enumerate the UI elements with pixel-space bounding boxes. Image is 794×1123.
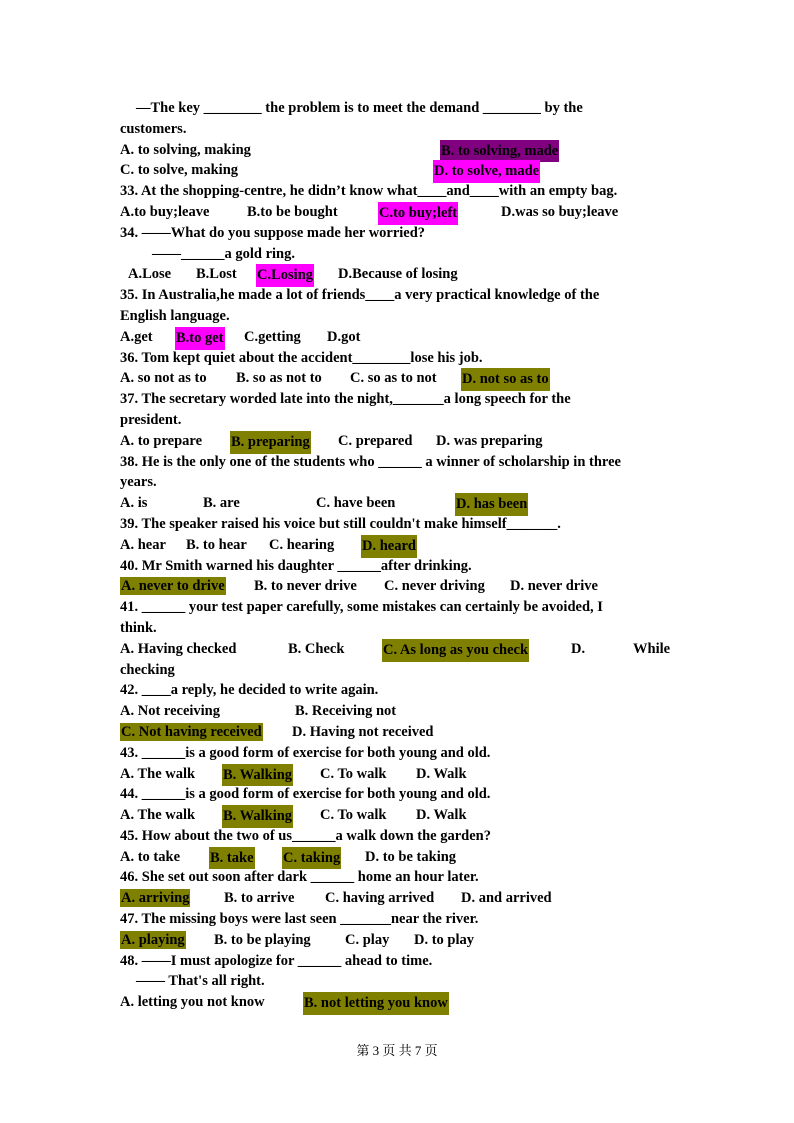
page-footer: 第 3 页 共 7 页 <box>356 1043 438 1058</box>
q46-options <box>120 888 673 909</box>
q37-option-a: A. to prepare <box>120 432 203 449</box>
q35-option-d: D.got <box>327 328 361 345</box>
q33-stem: 33. At the shopping-centre, he didn’t know what____and____with an empty bag. <box>120 183 618 200</box>
q32-option-b: B. to solving, made <box>440 140 559 163</box>
q42-options-row-2 <box>120 722 673 743</box>
q40-options <box>120 576 673 597</box>
q36-option-a: A. so not as to <box>120 370 207 387</box>
q41-option-a: A. Having checked <box>120 640 237 657</box>
q47-option-a: A. playing <box>121 931 185 948</box>
q44-option-d: D. Walk <box>416 807 467 824</box>
q48-options <box>120 992 673 1013</box>
q42-option-d: D. Having not received <box>292 723 434 740</box>
q33-option-a: A.to buy;leave <box>120 203 210 220</box>
q34-stem: 34. ——What do you suppose made her worried? <box>120 224 426 241</box>
q48-answer-line: —— That's all right. <box>136 973 265 990</box>
q46-option-c: C. having arrived <box>325 890 435 907</box>
q35-option-c: C.getting <box>244 328 301 345</box>
q45-option-a: A. to take <box>120 848 181 865</box>
q39-option-c: C. hearing <box>269 536 335 553</box>
question-list <box>120 98 673 1013</box>
q43-option-a: A. The walk <box>120 765 196 782</box>
q44-option-b: B. Walking <box>222 805 293 828</box>
q42-option-c: C. Not having received <box>121 723 262 740</box>
q48-option-b: B. not letting you know <box>303 992 449 1015</box>
q44-option-c: C. To walk <box>320 807 387 824</box>
q35-option-a: A.get <box>120 328 153 345</box>
q35-options <box>120 327 673 348</box>
q32-option-row-2 <box>120 160 673 181</box>
q38-option-d: D. has been <box>455 493 528 516</box>
q40-option-d: D. never drive <box>510 578 598 595</box>
q43-stem: 43. ______is a good form of exercise for both young and old. <box>120 744 491 761</box>
q38-options <box>120 493 673 514</box>
q38-option-b: B. are <box>203 495 240 512</box>
q45-option-d: D. to be taking <box>365 848 457 865</box>
q43-option-b: B. Walking <box>222 764 293 787</box>
q38-stem-line1: 38. He is the only one of the students who ______ a winner of scholarship in three <box>120 453 621 470</box>
q41-option-d-cont: checking <box>120 661 175 678</box>
q45-options <box>120 847 673 868</box>
q40-option-c: C. never driving <box>384 578 485 595</box>
q41-stem-line1: 41. ______ your test paper carefully, some mistakes can certainly be avoided, I <box>120 599 603 616</box>
q45-option-b: B. take <box>209 847 255 870</box>
q36-option-c: C. so as to not <box>350 370 437 387</box>
q35-stem-line2: English language. <box>120 307 230 324</box>
q34-option-d: D.Because of losing <box>338 266 458 283</box>
q34-option-c: C.Losing <box>256 264 314 287</box>
q46-option-d: D. and arrived <box>461 890 552 907</box>
q47-option-b: B. to be playing <box>214 931 311 948</box>
q41-options <box>120 639 673 660</box>
q32-stem-line2: customers. <box>120 120 187 137</box>
q39-option-d: D. heard <box>361 535 417 558</box>
q47-stem: 47. The missing boys were last seen _______near the river. <box>120 911 479 928</box>
q42-stem: 42. ____a reply, he decided to write again. <box>120 682 379 699</box>
q40-stem: 40. Mr Smith warned his daughter ______after drinking. <box>120 557 472 574</box>
q37-option-d: D. was preparing <box>436 432 543 449</box>
q47-options <box>120 930 673 951</box>
q39-option-b: B. to hear <box>186 536 247 553</box>
q45-option-c: C. taking <box>282 847 341 870</box>
q44-option-a: A. The walk <box>120 807 196 824</box>
q46-stem: 46. She set out soon after dark ______ home an hour later. <box>120 869 479 886</box>
q34-answer-line: ——______a gold ring. <box>152 245 295 262</box>
q33-options <box>120 202 673 223</box>
q37-stem-line2: president. <box>120 411 182 428</box>
q32-option-d: D. to solve, made <box>433 160 540 183</box>
q38-stem-line2: years. <box>120 474 157 491</box>
q36-options <box>120 368 673 389</box>
q35-stem-line1: 35. In Australia,he made a lot of friends____a very practical knowledge of the <box>120 287 600 304</box>
q43-option-d: D. Walk <box>416 765 467 782</box>
q36-option-d: D. not so as to <box>461 368 550 391</box>
q34-option-a: A.Lose <box>128 266 172 283</box>
q43-options <box>120 764 673 785</box>
q32-option-c: C. to solve, making <box>120 162 239 179</box>
q43-option-c: C. To walk <box>320 765 387 782</box>
q44-options <box>120 805 673 826</box>
q37-options <box>120 431 673 452</box>
q35-option-b: B.to get <box>175 327 225 350</box>
q45-stem: 45. How about the two of us______a walk down the garden? <box>120 827 491 844</box>
q36-stem: 36. Tom kept quiet about the accident________lose his job. <box>120 349 483 366</box>
q48-stem: 48. ——I must apologize for ______ ahead to time. <box>120 952 433 969</box>
q48-option-a: A. letting you not know <box>120 994 265 1011</box>
q34-option-b: B.Lost <box>196 266 237 283</box>
q46-option-b: B. to arrive <box>224 890 295 907</box>
q37-option-b: B. preparing <box>230 431 311 454</box>
q41-stem-line2: think. <box>120 619 157 636</box>
q44-stem: 44. ______is a good form of exercise for both young and old. <box>120 786 491 803</box>
q46-option-a: A. arriving <box>121 890 190 907</box>
q41-option-c: C. As long as you check <box>382 639 529 662</box>
q47-option-c: C. play <box>345 931 390 948</box>
q41-option-d: D. <box>571 640 586 657</box>
q39-option-a: A. hear <box>120 536 166 553</box>
q47-option-d: D. to play <box>414 931 475 948</box>
q39-stem: 39. The speaker raised his voice but still couldn't make himself_______. <box>120 515 561 532</box>
q33-option-b: B.to be bought <box>247 203 338 220</box>
q33-option-d: D.was so buy;leave <box>501 203 619 220</box>
q39-options <box>120 535 673 556</box>
q42-option-b: B. Receiving not <box>295 703 397 720</box>
q38-option-c: C. have been <box>316 495 396 512</box>
q36-option-b: B. so as not to <box>236 370 322 387</box>
q37-stem-line1: 37. The secretary worded late into the night,_______a long speech for the <box>120 391 571 408</box>
q42-option-a: A. Not receiving <box>120 703 220 720</box>
q40-option-b: B. to never drive <box>254 578 357 595</box>
q37-option-c: C. prepared <box>338 432 413 449</box>
q41-option-b: B. Check <box>288 640 345 657</box>
q38-option-a: A. is <box>120 495 148 512</box>
q34-options <box>120 264 673 285</box>
q32-stem-line1: —The key ________ the problem is to meet the demand ________ by the <box>136 100 583 116</box>
q41-option-d-text: While <box>633 640 671 657</box>
q32-option-row-1 <box>120 140 673 161</box>
q33-option-c: C.to buy;left <box>378 202 458 225</box>
q40-option-a: A. never to drive <box>121 578 225 595</box>
q32-option-a: A. to solving, making <box>120 141 251 158</box>
q42-options-row-1 <box>120 701 673 722</box>
